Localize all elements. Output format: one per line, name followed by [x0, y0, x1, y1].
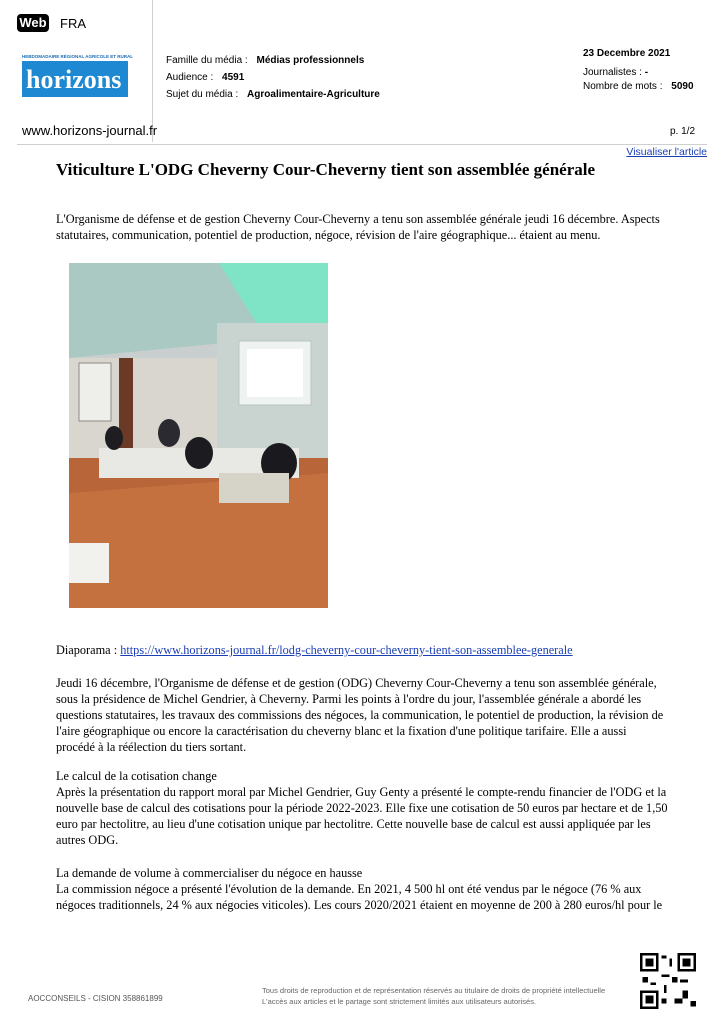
section-heading-cotisation: Le calcul de la cotisation change	[56, 769, 217, 783]
article-paragraph-2: Après la présentation du rapport moral par Michel Gendrier, Guy Genty a présenté le compte-rendu financier de l'ODG et la nouvelle base de calcul des cotisations pour la période 2022-2023. Elle fixe une cotisation de 50 euros par hectare et de 1,50 euro par hectolitre, au lieu d'une cotisation unique par hectolitre. Cette nouvelle base de calcul est aussi appliquée par les autres ODG.	[56, 785, 668, 847]
mots-value: 5090	[671, 81, 694, 92]
article-lead: L'Organisme de défense et de gestion Cheverny Cour-Cheverny a tenu son assemblée générale jeudi 16 décembre. Aspects statutaires, communication, potentiel de production, négoce, révision de l'aire géographique... étaient au menu.	[56, 212, 660, 242]
meta-audience	[166, 72, 244, 83]
sujet-label: Sujet du média :	[166, 89, 239, 100]
section-heading-negoce: La demande de volume à commercialiser du négoce en hausse	[56, 866, 363, 880]
diaporama-line	[56, 642, 668, 658]
journalistes-label: Journalistes :	[583, 67, 642, 78]
svg-text:horizons: horizons	[26, 65, 122, 94]
famille-value: Médias professionnels	[256, 55, 365, 66]
footer-reference: AOCCONSEILS - CISION 358861899	[28, 994, 163, 1003]
sujet-value: Agroalimentaire-Agriculture	[247, 89, 380, 100]
article-photo	[69, 263, 328, 608]
diaporama-link[interactable]: https://www.horizons-journal.fr/lodg-cheverny-cour-cheverny-tient-son-assemblee-generale	[120, 643, 573, 657]
audience-label: Audience :	[166, 72, 214, 83]
web-badge: Web	[17, 14, 49, 32]
meta-sujet	[166, 89, 380, 100]
footer-rights	[262, 985, 642, 1007]
journalistes-value: -	[644, 67, 649, 78]
footer-rights-line-1: Tous droits de reproduction et de représentation réservés au titulaire de droits de propriété intellectuelle	[262, 986, 606, 995]
logo-tagline: HEBDOMADAIRE RÉGIONAL AGRICOLE ET RURAL	[22, 54, 134, 59]
meta-famille	[166, 55, 364, 66]
visualiser-article-link[interactable]: Visualiser l'article	[626, 146, 707, 158]
header-divider	[17, 144, 707, 145]
qr-code[interactable]	[640, 953, 696, 1009]
article-paragraph-3: La commission négoce a présenté l'évolution de la demande. En 2021, 4 500 hl ont été vendus par le négoce (76 % aux négoces traditionnels, 24 % aux négocies viticoles). Les cours 2020/2021 étaient en moyenne de 200 à 280 euros/hl pour le	[56, 882, 663, 912]
website-url: www.horizons-journal.fr	[22, 123, 158, 138]
horizons-logo	[22, 61, 128, 97]
publication-date: 23 Decembre 2021	[583, 48, 671, 59]
footer-rights-line-2: L'accès aux articles et le partage sont strictement limités aux utilisateurs autorisés.	[262, 997, 537, 1006]
audience-value: 4591	[222, 72, 245, 83]
article-title: Viticulture L'ODG Cheverny Cour-Cheverny tient son assemblée générale	[56, 160, 596, 179]
header-divider-vertical	[152, 0, 153, 142]
page-number: p. 1/2	[670, 126, 696, 137]
meta-journalistes	[583, 67, 648, 78]
article-paragraph-1: Jeudi 16 décembre, l'Organisme de défense et de gestion (ODG) Cheverny Cour-Cheverny a tenu son assemblée générale, sous la présidence de Michel Gendrier, à Cheverny. Parmi les points à l'ordre du jour, l'assemblée générale a abordé les questions statutaires, les travaux des commissions des négoces, la communication, le potentiel de production, la révision de l'aire géographique ou encore la caractérisation du cheverny blanc et la fixation d'une politique tarifaire. Elle a aussi procédé à la réélection du tiers sortant.	[56, 676, 664, 754]
meta-mots	[583, 81, 694, 92]
language-label: FRA	[60, 16, 86, 31]
famille-label: Famille du média :	[166, 55, 248, 66]
diaporama-label: Diaporama :	[56, 643, 118, 657]
mots-label: Nombre de mots :	[583, 81, 663, 92]
